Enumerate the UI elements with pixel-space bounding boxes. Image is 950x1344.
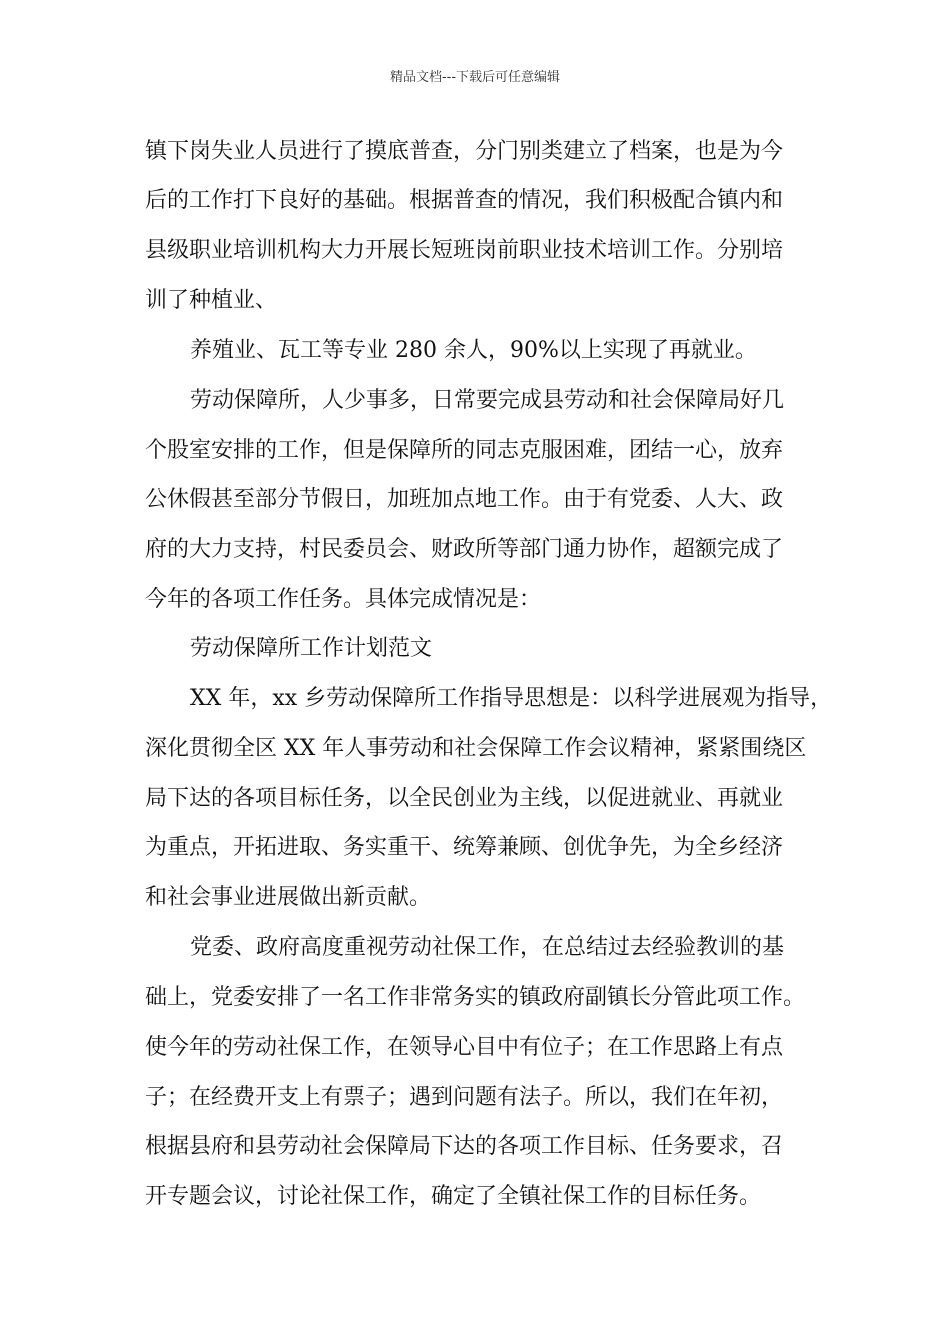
text-line: 养殖业、瓦工等专业 280 余人，90%以上实现了再就业。 [190, 338, 757, 363]
text-line: 个股室安排的工作，但是保障所的同志克服困难，团结一心，放弃 [145, 438, 784, 463]
page-header: 精品文档---下载后可任意编辑 [389, 70, 561, 85]
text-line: 劳动保障所，人少事多，日常要完成县劳动和社会保障局好几 [190, 388, 785, 413]
section-title: 劳动保障所工作计划范文 [190, 636, 433, 661]
text-line: 公休假甚至部分节假日，加班加点地工作。由于有党委、人大、政 [145, 487, 784, 512]
text-line: 镇下岗失业人员进行了摸底普查，分门别类建立了档案，也是为今 [145, 139, 784, 164]
text-line: 深化贯彻全区 XX 年人事劳动和社会保障工作会议精神，紧紧围绕区 [145, 736, 807, 761]
text-line: 使今年的劳动社保工作，在领导心目中有位子；在工作思路上有点 [145, 1035, 784, 1060]
text-line: 党委、政府高度重视劳动社保工作，在总结过去经验教训的基 [190, 935, 785, 960]
text-line: 后的工作打下良好的基础。根据普查的情况，我们积极配合镇内和 [145, 188, 784, 213]
text-line: 开专题会议，讨论社保工作，确定了全镇社保工作的目标任务。 [145, 1184, 762, 1209]
text-line: XX 年，xx 乡劳动保障所工作指导思想是：以科学进展观为指导， [190, 686, 833, 711]
text-line: 府的大力支持，村民委员会、财政所等部门通力协作，超额完成了 [145, 537, 784, 562]
text-line: 今年的各项工作任务。具体完成情况是： [145, 587, 542, 612]
text-line: 根据县府和县劳动社会保障局下达的各项工作目标、任务要求，召 [145, 1134, 784, 1159]
text-line: 训了种植业、 [145, 288, 278, 313]
text-line: 局下达的各项目标任务，以全民创业为主线，以促进就业、再就业 [145, 786, 784, 811]
text-line: 为重点，开拓进取、务实重干、统筹兼顾、创优争先，为全乡经济 [145, 835, 784, 860]
text-line: 础上，党委安排了一名工作非常务实的镇政府副镇长分管此项工作。 [145, 985, 806, 1010]
text-line: 子；在经费开支上有票子；遇到问题有法子。所以，我们在年初， [145, 1085, 784, 1110]
text-line: 和社会事业进展做出新贡献。 [145, 885, 432, 910]
text-line: 县级职业培训机构大力开展长短班岗前职业技术培训工作。分别培 [145, 238, 784, 263]
